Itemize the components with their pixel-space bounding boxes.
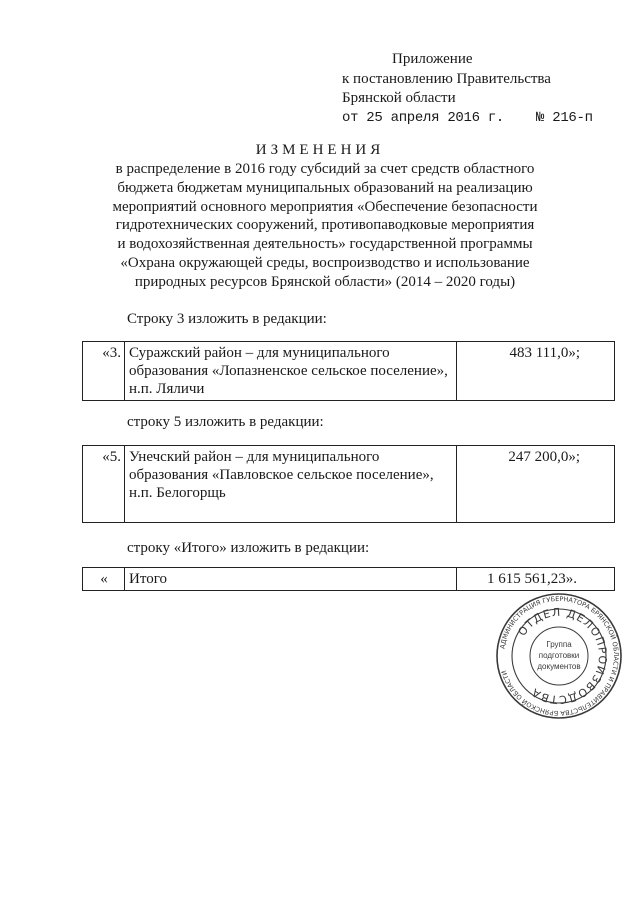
stamp-inner-text: ОТДЕЛ ДЕЛОПРОИЗВОДСТВА (515, 605, 610, 707)
row-name-line: н.п. Белогорщь (129, 485, 226, 501)
description-line: гидротехнических сооружений, противопаводковые мероприятия (115, 217, 535, 234)
row-name (125, 342, 457, 401)
amendment-table-total (82, 567, 615, 591)
description-line: в распределение в 2016 году субсидий за счет средств областного (115, 161, 535, 177)
row-name-line: образования «Лопазненское сельское поселение», (129, 363, 448, 379)
row-value: 1 615 561,23». (457, 568, 615, 591)
stamp-center-line: Группа (546, 640, 572, 649)
document-title: ИЗМЕНЕНИЯ (255, 142, 385, 158)
description-line: бюджета бюджетам муниципальных образований на реализацию (117, 179, 533, 196)
section-intro: строку «Итого» изложить в редакции: (127, 540, 370, 556)
description-line: и водохозяйственная деятельность» государственной программы (117, 236, 533, 253)
section-intro: строку 5 изложить в редакции: (127, 414, 324, 430)
amendment-table-row-3 (82, 341, 615, 401)
row-name-line: н.п. Ляличи (129, 381, 205, 397)
table-row (83, 446, 615, 523)
amendment-table-row-5 (82, 445, 615, 523)
row-number: «3. (83, 342, 125, 401)
row-number: «5. (83, 446, 125, 523)
stamp-outer-text: АДМИНИСТРАЦИЯ ГУБЕРНАТОРА БРЯНСКОЙ ОБЛАСТИ И ПРАВИТЕЛЬСТВА БРЯНСКОЙ ОБЛАСТИ (498, 594, 621, 718)
appendix-header (342, 50, 593, 128)
row-name-line: образования «Павловское сельское поселение», (129, 467, 434, 483)
row-name: Итого (125, 568, 457, 591)
row-number: « (83, 568, 125, 591)
region-name: Брянской области (342, 90, 456, 106)
appendix-label: Приложение (392, 51, 473, 67)
row-name-line: Суражский район – для муниципального (129, 345, 390, 361)
description-line: «Охрана окружающей среды, воспроизводство и использование (120, 254, 530, 271)
document-description (95, 160, 555, 292)
stamp-center-line: документов (537, 662, 581, 671)
table-row (83, 342, 615, 401)
official-stamp (492, 591, 626, 721)
description-line: природных ресурсов Брянской области» (2014 – 2020 годы) (134, 273, 516, 290)
row-name-line: Унечский район – для муниципального (129, 449, 380, 465)
date-number-row (342, 109, 593, 129)
stamp-center-line: подготовки (538, 651, 580, 660)
description-line: мероприятий основного мероприятия «Обеспечение безопасности (112, 198, 538, 215)
table-row (83, 568, 615, 591)
row-value: 247 200,0»; (457, 446, 615, 523)
row-name (125, 446, 457, 523)
resolution-date: от 25 апреля 2016 г. (342, 109, 505, 126)
section-intro: Строку 3 изложить в редакции: (127, 311, 327, 327)
resolution-reference: к постановлению Правительства (342, 70, 551, 87)
resolution-number: № 216-п (536, 109, 593, 126)
row-value: 483 111,0»; (457, 342, 615, 401)
